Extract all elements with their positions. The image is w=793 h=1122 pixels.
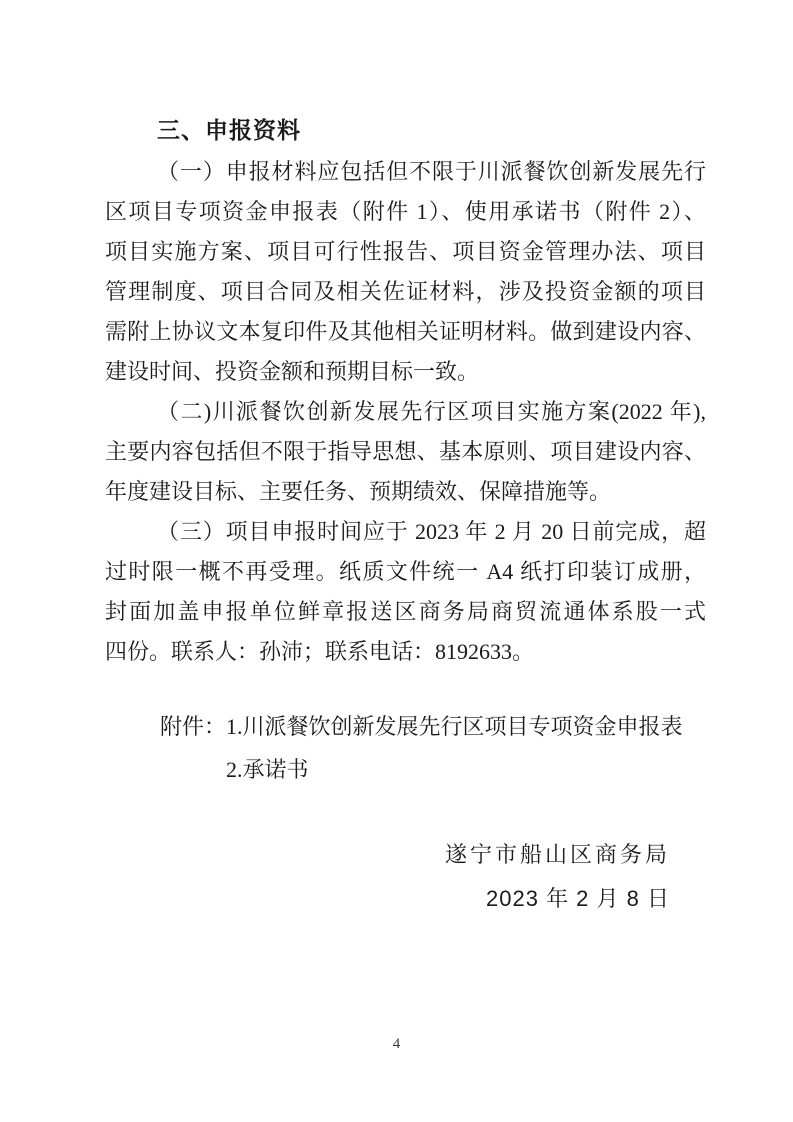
para1-line6: 建设时间、投资金额和预期目标一致。 bbox=[105, 359, 480, 384]
para1-line5: 需附上协议文本复印件及其他相关证明材料。做到建设内容、 bbox=[105, 319, 706, 344]
attachment-block bbox=[160, 705, 706, 791]
para1-line3: 项目实施方案、项目可行性报告、项目资金管理办法、项目 bbox=[105, 239, 706, 264]
document-content bbox=[105, 108, 706, 921]
para3-line1: （三）项目申报时间应于 2023 年 2 月 20 日前完成，超 bbox=[157, 519, 706, 544]
section-heading: 三、申报资料 bbox=[157, 117, 301, 143]
attachment-item-2: 2.承诺书 bbox=[226, 757, 309, 782]
para2-line2: 主要内容包括但不限于指导思想、基本原则、项目建设内容、 bbox=[105, 439, 706, 464]
signature-date: 2023 年 2 月 8 日 bbox=[486, 886, 670, 911]
para3-line2: 过时限一概不再受理。纸质文件统一 A4 纸打印装订成册， bbox=[105, 559, 706, 584]
attachment-item-1: 1.川派餐饮创新发展先行区项目专项资金申报表 bbox=[226, 714, 683, 739]
para3-line3: 封面加盖申报单位鲜章报送区商务局商贸流通体系股一式 bbox=[105, 599, 706, 624]
para1-line4: 管理制度、项目合同及相关佐证材料，涉及投资金额的项目 bbox=[105, 279, 706, 304]
attachment-label: 附件： bbox=[160, 714, 227, 739]
signature-organization: 遂宁市船山区商务局 bbox=[444, 842, 670, 867]
para2-line1: （二)川派餐饮创新发展先行区项目实施方案(2022 年), bbox=[157, 399, 706, 424]
para1-line1: （一）申报材料应包括但不限于川派餐饮创新发展先行 bbox=[157, 159, 706, 184]
para3-line4: 四份。联系人：孙沛；联系电话：8192633。 bbox=[105, 639, 535, 664]
page-number: 4 bbox=[392, 1036, 401, 1052]
para2-line3: 年度建设目标、主要任务、预期绩效、保障措施等。 bbox=[105, 479, 612, 504]
attachment-items bbox=[226, 705, 683, 791]
para1-line2: 区项目专项资金申报表（附件 1）、使用承诺书（附件 2）、 bbox=[105, 199, 706, 224]
